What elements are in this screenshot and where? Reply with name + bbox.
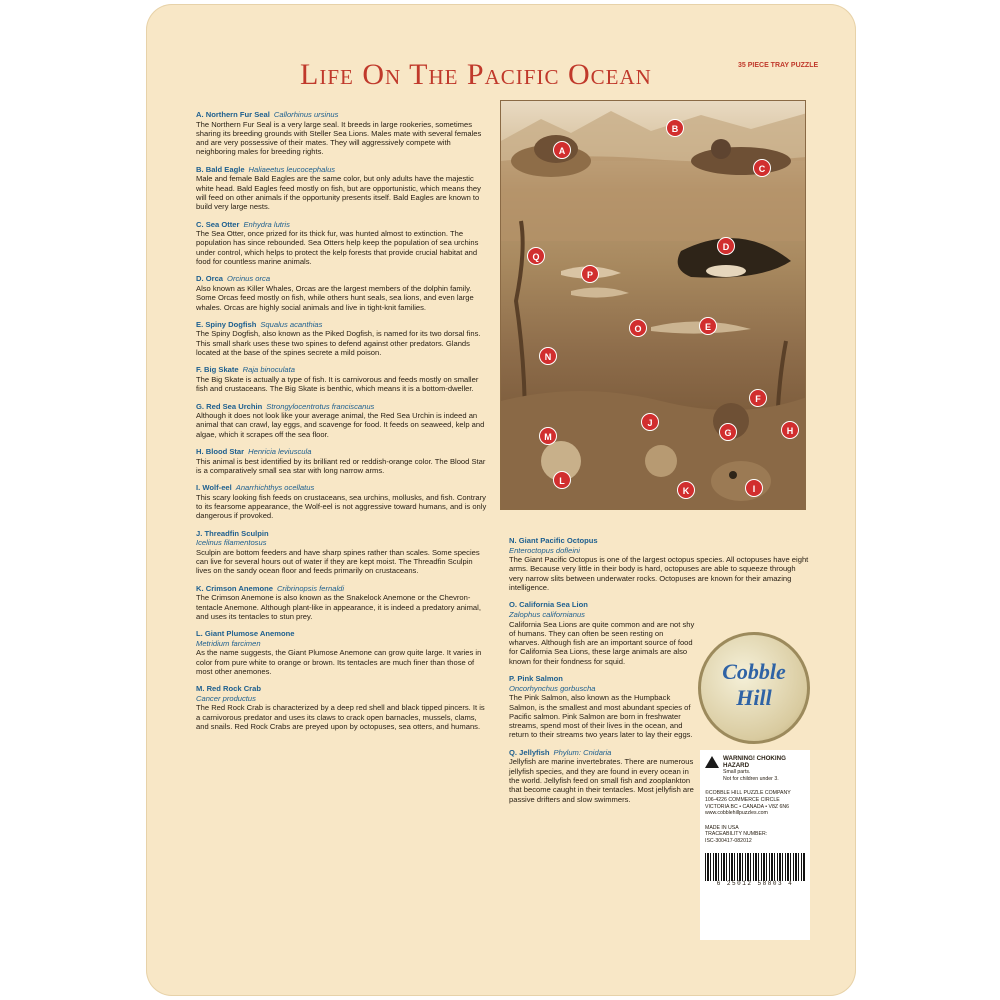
entry-heading: [196, 165, 488, 175]
entry-k: [196, 584, 488, 621]
entry-scientific-name: Strongylocentrotus franciscanus: [266, 401, 375, 411]
entry-scientific-name: Cribrinopsis fernaldi: [276, 583, 345, 593]
entry-description: The Pink Salmon, also known as the Humpback Salmon, is the smallest and most abundant species of Pacific salmon. Pink Salmon are born in freshwater streams, spend most of their lives in the ocean, and return to their streams two years later to lay their eggs.: [509, 693, 693, 740]
entry-scientific-name: Anarrhichthys ocellatus: [235, 483, 315, 493]
entry-description: Jellyfish are marine invertebrates. There are numerous jellyfish species, and they are found in every ocean in the world. Jellyfish feed on small fish and zooplankton that become caught in their tentacles. Most jellyfish are passive drifters and slow swimmers.: [509, 757, 694, 804]
entry-scientific-name: Henricia leviuscula: [248, 446, 312, 456]
entry-h: [196, 447, 488, 475]
entry-heading: [196, 365, 488, 375]
cobble-hill-logo: [698, 632, 810, 744]
entry-scientific-name: Oncorhynchus gorbuscha: [509, 683, 596, 693]
entry-letter: D.: [196, 274, 204, 284]
entry-n: [509, 536, 810, 592]
entry-f: [196, 365, 488, 393]
entry-letter: F.: [196, 365, 202, 375]
entry-description: This animal is best identified by its brilliant red or reddish-orange color. The Blood Star is a comparatively small sea star with long narrow arms.: [196, 456, 486, 475]
entry-b: [196, 165, 488, 212]
entry-description: The Spiny Dogfish, also known as the Piked Dogfish, is named for its two dorsal fins. This small shark uses these two spines to defend against other predators. Glands located at the base of the spines secrete a mild poison.: [196, 329, 481, 358]
entry-scientific-name: Phylum: Cnidaria: [553, 747, 612, 757]
entry-scientific-name: Haliaeetus leucocephalus: [248, 164, 336, 174]
entry-common-name: Northern Fur Seal: [205, 110, 270, 119]
puzzle-tagline: 35 PIECE TRAY PUZZLE: [738, 62, 819, 69]
entry-letter: A.: [196, 110, 204, 119]
warning-triangle-icon: [705, 756, 719, 768]
made-line-3: ISC-300417-082012: [705, 837, 752, 844]
entry-heading: [509, 600, 810, 619]
entry-common-name: Jellyfish: [519, 747, 550, 757]
entry-heading: [196, 274, 488, 284]
entry-heading: [196, 684, 488, 703]
entry-heading: [196, 447, 488, 457]
entry-common-name: Spiny Dogfish: [205, 319, 257, 329]
entry-a: [196, 110, 488, 157]
barcode-number: 6 25012 58803 4: [716, 879, 794, 887]
entry-scientific-name: Raja binoculata: [242, 365, 295, 375]
entry-heading: [196, 483, 488, 493]
entry-letter: O.: [509, 600, 518, 610]
entry-heading: [196, 402, 488, 412]
entry-description: The Crimson Anemone is also known as the Snakelock Anemone or the Chevron-tentacle Anemone. Although plant-like in appearance, it is indeed a predatory animal, and uses its tentacles to stun prey.: [196, 593, 481, 621]
entry-heading: [196, 529, 488, 548]
entry-letter: I.: [196, 483, 201, 493]
entry-e: [196, 320, 488, 357]
choking-warning: [705, 756, 805, 782]
entry-common-name: Pink Salmon: [517, 674, 563, 684]
entry-heading: [196, 220, 488, 230]
left-entry-column: [196, 110, 488, 739]
entry-heading: [196, 320, 488, 330]
made-line-2: TRACEABILITY NUMBER:: [705, 831, 768, 838]
made-in-block: [705, 825, 805, 845]
entry-description: Male and female Bald Eagles are the same color, but only adults have the majestic white head. Bald Eagles feed mostly on fish, but are opportunistic, which means they will feed on other animals if the opportunity presents itself. Bald Eagles are known to build very large nests.: [196, 174, 481, 212]
entry-description: Also known as Killer Whales, Orcas are the largest members of the dolphin family. Some Orcas feed mostly on fish, while others hunt seals, sea lions, and even large whales. Orcas are highly social animals and live in tight-knit families.: [196, 283, 474, 312]
company-address: [705, 790, 805, 816]
company-website: www.cobblehillpuzzles.com: [705, 810, 768, 817]
marker-l: L: [553, 471, 571, 489]
entry-description: As the name suggests, the Giant Plumose Anemone can grow quite large. It varies in color from pure white to orange or brown. Its tentacles are much finer than those of most other anemones.: [196, 648, 482, 676]
entry-common-name: Threadfin Sculpin: [204, 528, 269, 538]
logo-line-2: Hill: [736, 685, 772, 710]
barcode-icon: [705, 853, 805, 881]
marker-n: N: [539, 347, 557, 365]
entry-scientific-name: Enhydra lutris: [243, 219, 290, 229]
marker-k: K: [677, 481, 695, 499]
entry-scientific-name: Orcinus orca: [227, 274, 271, 284]
entry-letter: K.: [196, 583, 204, 593]
warning-line-2: Not for children under 3.: [723, 775, 779, 782]
company-line-2: 106-4226 COMMERCE CIRCLE: [705, 796, 780, 803]
entry-scientific-name: Callorhinus ursinus: [273, 110, 339, 119]
entry-scientific-name: Icelinus filamentosus: [196, 538, 267, 548]
entry-letter: M.: [196, 684, 205, 694]
entry-scientific-name: Zalophus californianus: [509, 609, 585, 619]
entry-description: Sculpin are bottom feeders and have sharp spines rather than scales. Some species can live for several hours out of water if they are kept moist. The Threadfin Sculpin lives on the sandy ocean floor and feeds primarily on crustaceans.: [196, 547, 480, 576]
entry-letter: J.: [196, 528, 203, 538]
entry-heading: [196, 110, 488, 120]
warning-title: WARNING! CHOKING HAZARD: [723, 755, 786, 769]
entry-letter: P.: [509, 674, 516, 684]
entry-m: [196, 684, 488, 731]
entry-description: The Sea Otter, once prized for its thick fur, was hunted almost to extinction. The population has since rebounded. Sea Otters help keep the population of sea urchins under control, which helps to protect the kelp forests that provide crucial habitat and food for countless marine animals.: [196, 229, 479, 267]
marker-p: P: [581, 265, 599, 283]
marker-i: I: [745, 479, 763, 497]
page-title: Life On The Pacific Ocean: [300, 58, 652, 91]
entry-description: This scary looking fish feeds on crustaceans, sea urchins, mollusks, and fish. Contrary to its fearsome appearance, the Wolf-eel is not aggressive toward humans, and is only dangerous if provoked.: [196, 492, 487, 521]
entry-scientific-name: Metridium farcimen: [196, 638, 261, 648]
entry-letter: L.: [196, 629, 203, 639]
marker-a: A: [553, 141, 571, 159]
entry-heading: [196, 584, 488, 594]
marker-c: C: [753, 159, 771, 177]
made-line-1: MADE IN USA: [705, 824, 739, 831]
marker-o: O: [629, 319, 647, 337]
entry-letter: B.: [196, 164, 204, 174]
marker-h: H: [781, 421, 799, 439]
entry-j: [196, 529, 488, 576]
entry-common-name: Sea Otter: [205, 219, 240, 229]
marker-f: F: [749, 389, 767, 407]
marker-e: E: [699, 317, 717, 335]
entry-g: [196, 402, 488, 439]
entry-i: [196, 483, 488, 520]
entry-common-name: Giant Pacific Octopus: [518, 536, 598, 545]
entry-d: [196, 274, 488, 311]
entry-common-name: Crimson Anemone: [205, 583, 273, 593]
entry-heading: [509, 536, 810, 555]
entry-scientific-name: Squalus acanthias: [260, 319, 323, 329]
entry-common-name: Orca: [205, 274, 224, 284]
entry-c: [196, 220, 488, 267]
entry-letter: Q.: [509, 747, 518, 757]
marker-m: M: [539, 427, 557, 445]
marker-q: Q: [527, 247, 545, 265]
entry-common-name: Red Rock Crab: [206, 684, 261, 694]
entry-scientific-name: Enteroctopus dofleini: [509, 545, 580, 555]
entry-scientific-name: Cancer productus: [196, 693, 256, 703]
logo-line-1: Cobble: [722, 659, 786, 684]
entry-common-name: California Sea Lion: [519, 600, 588, 610]
marker-d: D: [717, 237, 735, 255]
entry-letter: C.: [196, 219, 204, 229]
entry-common-name: Big Skate: [204, 365, 239, 375]
entry-letter: E.: [196, 319, 204, 329]
entry-heading: [196, 629, 488, 648]
marker-b: B: [666, 119, 684, 137]
company-line-3: VICTORIA BC • CANADA • V8Z 6N6: [705, 803, 789, 810]
entry-common-name: Giant Plumose Anemone: [204, 629, 295, 639]
entry-common-name: Wolf-eel: [202, 483, 232, 493]
entry-description: The Red Rock Crab is characterized by a deep red shell and black tipped pincers. It is a carnivorous predator and uses its claws to crack open barnacles, mussels, clams, and snails. Red Rock Crabs are preyed upon by octopuses, sea otters, and humans.: [196, 703, 485, 732]
entry-description: The Northern Fur Seal is a very large seal. It breeds in large rookeries, sometimes sharing its breeding grounds with Steller Sea Lions. Males mate with several females and are very possessive of their mates. They will aggressively compete with neighboring males for breeding rights.: [196, 119, 482, 157]
entry-description: The Big Skate is actually a type of fish. It is carnivorous and feeds mostly on smaller fish and crustaceans. The Big Skate is benthic, which means it is a bottom-dweller.: [196, 374, 479, 394]
entry-description: Although it does not look like your average animal, the Red Sea Urchin is indeed an animal that can crawl, lay eggs, and scavenge for food. It feeds on seaweed, kelp and algae, which it scrapes off the sea floor.: [196, 411, 485, 439]
entry-l: [196, 629, 488, 676]
company-line-1: ©COBBLE HILL PUZZLE COMPANY: [705, 790, 791, 797]
product-info-panel: [700, 750, 810, 940]
entry-description: California Sea Lions are quite common and are not shy of humans. They can often be seen resting on wharves. Although fish are an important source of food for California Sea Lions, these large animals are also known for their fondness for squid.: [509, 619, 695, 666]
warning-line-1: Small parts.: [723, 769, 751, 776]
entry-common-name: Red Sea Urchin: [206, 401, 263, 411]
ocean-scene-illustration: [500, 100, 806, 510]
entry-common-name: Bald Eagle: [205, 164, 245, 174]
entry-common-name: Blood Star: [205, 446, 245, 456]
entry-letter: N.: [509, 536, 517, 545]
entry-letter: G.: [196, 401, 205, 411]
entry-description: The Giant Pacific Octopus is one of the largest octopus species. All octopuses have eight arms. Because very little in their body is hard, octopuses are able to squeeze through very narrow slits between underwater rocks. Octopuses are known for their amazing intelligence.: [509, 555, 809, 593]
marker-j: J: [641, 413, 659, 431]
marker-g: G: [719, 423, 737, 441]
entry-letter: H.: [196, 446, 204, 456]
